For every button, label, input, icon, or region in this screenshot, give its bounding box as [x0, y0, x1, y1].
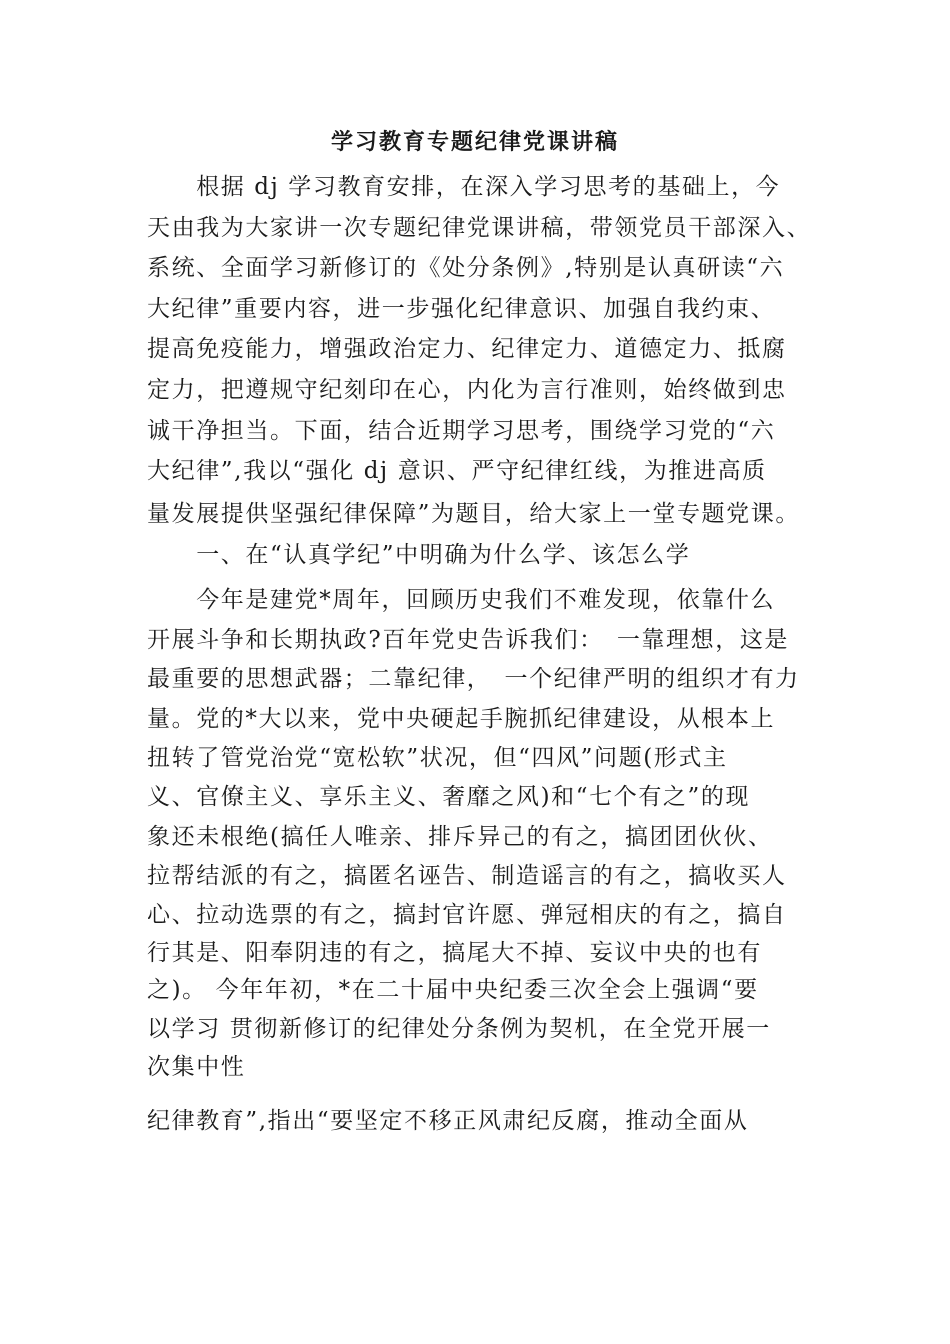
- body-line: 量。党的*大以来，党中央硬起手腕抓纪律建设，从根本上: [147, 706, 776, 732]
- body-line: 大纪律”,我以“强化 dj 意识、严守纪律红线，为推进高质: [147, 458, 767, 484]
- body-line: 以学习 贯彻新修订的纪律处分条例为契机，在全党开展一: [147, 1016, 771, 1042]
- body-line: 大纪律”重要内容，进一步强化纪律意识、加强自我约束、: [147, 296, 776, 322]
- body-line: 次集中性: [147, 1054, 246, 1080]
- body-line: 心、拉动选票的有之，搞封官许愿、弹冠相庆的有之，搞自: [147, 902, 787, 928]
- body-line: 系统、全面学习新修订的《处分条例》,特别是认真研读“六: [147, 255, 785, 281]
- body-line: 量发展提供坚强纪律保障”为题目，给大家上一堂专题党课。: [147, 501, 800, 527]
- document-title: 学习教育专题纪律党课讲稿: [330, 129, 619, 155]
- body-line: 诚干净担当。下面，结合近期学习思考，围绕学习党的“六: [147, 418, 776, 444]
- body-line: 纪律教育”,指出“要坚定不移正风肃纪反腐，推动全面从: [147, 1108, 749, 1134]
- body-line: 开展斗争和长期执政?百年党史告诉我们： 一靠理想，这是: [147, 627, 790, 653]
- body-line: 之)。 今年年初，*在二十届中央纪委三次全会上强调“要: [147, 977, 759, 1003]
- section-heading: 一、在“认真学纪”中明确为什么学、该怎么学: [147, 542, 691, 568]
- body-line: 扭转了管党治党“宽松软”状况，但“四风”问题(形式主: [147, 745, 728, 771]
- body-line: 天由我为大家讲一次专题纪律党课讲稿，带领党员干部深入、: [147, 215, 812, 241]
- body-line: 最重要的思想武器；二靠纪律， 一个纪律严明的组织才有力: [147, 666, 800, 692]
- body-line: 行其是、阳奉阴违的有之，搞尾大不掉、妄议中央的也有: [147, 940, 762, 966]
- body-line: 定力，把遵规守纪刻印在心，内化为言行准则，始终做到忠: [147, 377, 787, 403]
- body-line: 今年是建党*周年，回顾历史我们不难发现，依靠什么: [147, 587, 776, 613]
- body-line: 拉帮结派的有之，搞匿名诬告、制造谣言的有之，搞收买人: [147, 863, 787, 889]
- body-line: 象还未根绝(搞任人唯亲、排斥异己的有之，搞团团伙伙、: [147, 824, 773, 850]
- body-line: 义、官僚主义、享乐主义、奢靡之风)和“七个有之”的现: [147, 784, 751, 810]
- body-line: 根据 dj 学习教育安排，在深入学习思考的基础上，今: [147, 174, 781, 200]
- body-line: 提高免疫能力，增强政治定力、纪律定力、道德定力、抵腐: [147, 336, 787, 362]
